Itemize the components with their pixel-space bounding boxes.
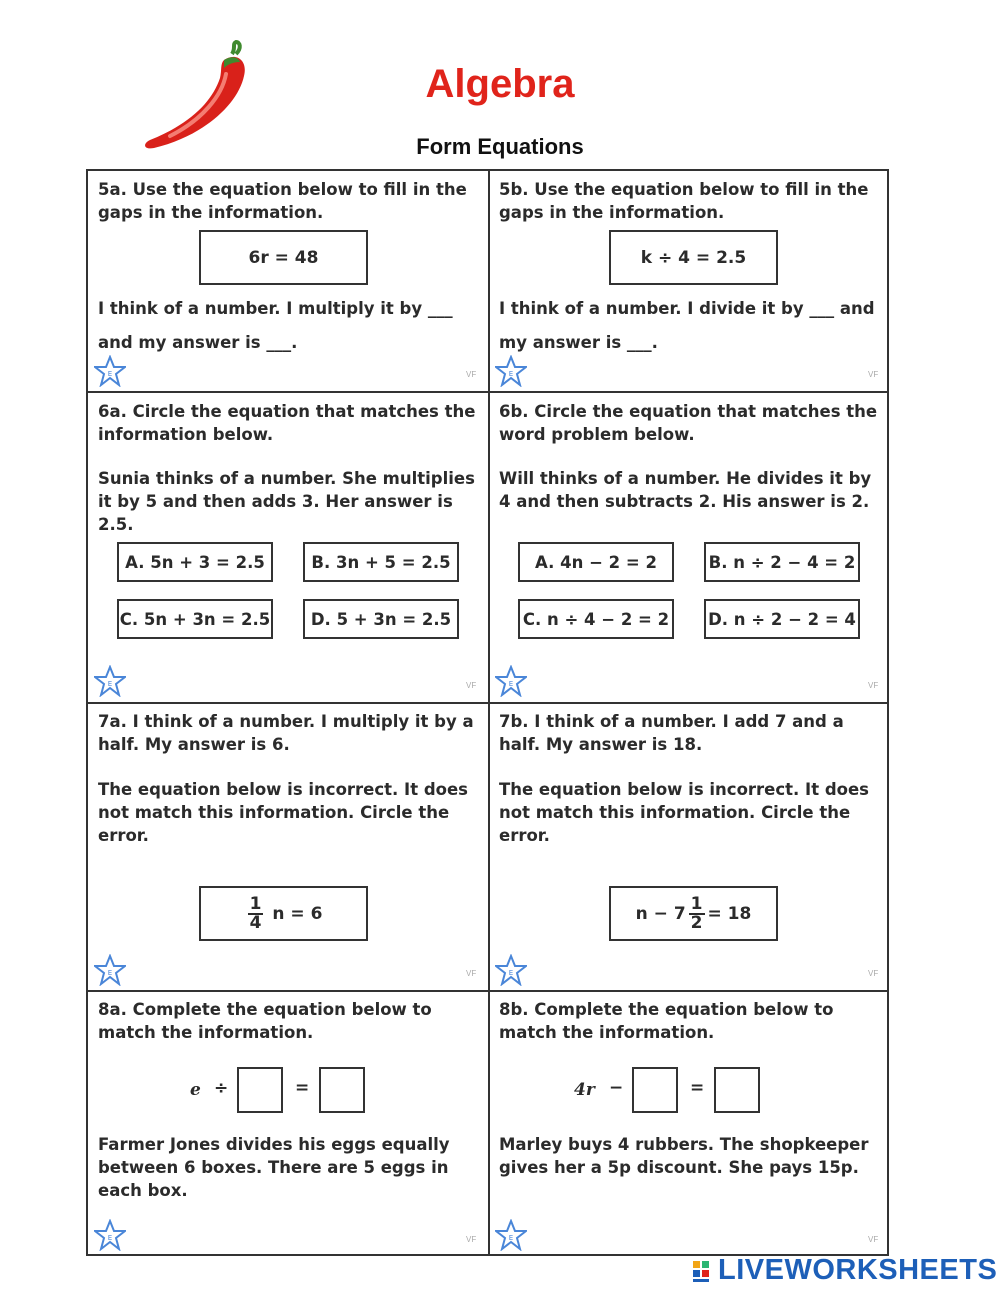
q7a-equation-rest: n = 6 — [272, 903, 323, 924]
svg-text:E: E — [107, 1234, 113, 1242]
q7b-equation-box[interactable] — [609, 886, 778, 941]
worksheet-grid — [86, 169, 889, 1256]
vf-mark: VF — [466, 681, 477, 690]
grid-divider-vertical — [488, 171, 490, 1254]
liveworksheets-logo-icon — [692, 1258, 718, 1284]
q7b-equation-left: n − 7 — [635, 903, 686, 924]
q8b-answer-box-2[interactable] — [714, 1067, 760, 1113]
vf-mark: VF — [466, 1235, 477, 1244]
star-badge-icon — [94, 954, 126, 986]
grid-divider — [88, 391, 887, 393]
q7b-instruction: The equation below is incorrect. It does not match this information. Circle the error. — [499, 780, 869, 845]
q5b-text-line1: I think of a number. I divide it by ___ and — [499, 299, 875, 318]
q6a-option-b[interactable]: B. 3n + 5 = 2.5 — [303, 542, 459, 582]
star-badge-icon — [495, 954, 527, 986]
q7b-fraction — [689, 893, 705, 933]
vf-mark: VF — [868, 681, 879, 690]
grid-divider — [88, 990, 887, 992]
vf-mark: VF — [868, 1235, 879, 1244]
q6a-option-a[interactable]: A. 5n + 3 = 2.5 — [117, 542, 273, 582]
vf-mark: VF — [868, 969, 879, 978]
q6b-option-c[interactable]: C. n ÷ 4 − 2 = 2 — [518, 599, 674, 639]
grid-divider — [88, 702, 887, 704]
page-subtitle: Form Equations — [416, 134, 584, 159]
q8b-prompt: 8b. Complete the equation below to match the information. — [499, 1000, 834, 1042]
q6b-option-b[interactable]: B. n ÷ 2 − 4 = 2 — [704, 542, 860, 582]
q8b-equation-equals: = — [690, 1078, 705, 1098]
q7a-fraction-numerator: 1 — [249, 893, 262, 914]
chilli-pepper-icon — [140, 40, 255, 152]
q8a-answer-box-2[interactable] — [319, 1067, 365, 1113]
q7b-prompt: 7b. I think of a number. I add 7 and a half. My answer is 18. — [499, 712, 844, 754]
q5b-text-line2: my answer is ___. — [499, 333, 658, 352]
q7b-equation-rest: = 18 — [707, 903, 752, 924]
svg-text:E: E — [508, 370, 514, 378]
q7b-fraction-denominator: 2 — [690, 912, 703, 933]
vf-mark: VF — [466, 969, 477, 978]
q8a-answer-box-1[interactable] — [237, 1067, 283, 1113]
liveworksheets-logo-text: LIVEWORKSHEETS — [718, 1254, 998, 1286]
q7a-equation-box[interactable] — [199, 886, 368, 941]
q5b-prompt: 5b. Use the equation below to fill in the gaps in the information. — [499, 180, 869, 222]
q8a-equation-variable: e — [190, 1080, 201, 1100]
q6b-story: Will thinks of a number. He divides it by 4 and then subtracts 2. His answer is 2. — [499, 469, 872, 511]
q7a-prompt: 7a. I think of a number. I multiply it by a half. My answer is 6. — [98, 712, 474, 754]
q6b-prompt: 6b. Circle the equation that matches the word problem below. — [499, 402, 878, 444]
star-badge-icon — [495, 355, 527, 387]
q7a-instruction: The equation below is incorrect. It does not match this information. Circle the error. — [98, 780, 468, 845]
q8b-answer-box-1[interactable] — [632, 1067, 678, 1113]
svg-text:E: E — [508, 680, 514, 688]
q6b-option-a[interactable]: A. 4n − 2 = 2 — [518, 542, 674, 582]
q6a-option-c[interactable]: C. 5n + 3n = 2.5 — [117, 599, 273, 639]
q7b-fraction-numerator: 1 — [690, 893, 703, 914]
q8b-equation-operator: − — [609, 1078, 624, 1098]
svg-text:E: E — [107, 370, 113, 378]
q6a-story: Sunia thinks of a number. She multiplies it by 5 and then adds 3. Her answer is 2.5. — [98, 469, 475, 534]
vf-mark: VF — [868, 370, 879, 379]
q7a-fraction — [248, 893, 264, 933]
q5a-equation-box — [199, 230, 368, 285]
star-badge-icon — [94, 1219, 126, 1251]
q8b-equation-variable: 4r — [574, 1080, 595, 1100]
q5a-equation: 6r = 48 — [248, 247, 319, 268]
q8a-equation-equals: = — [295, 1078, 310, 1098]
q6a-prompt: 6a. Circle the equation that matches the information below. — [98, 402, 476, 444]
svg-text:E: E — [508, 1234, 514, 1242]
q6b-option-d[interactable]: D. n ÷ 2 − 2 = 4 — [704, 599, 860, 639]
q8a-story: Farmer Jones divides his eggs equally between 6 boxes. There are 5 eggs in each box. — [98, 1135, 450, 1200]
q8a-prompt: 8a. Complete the equation below to match the information. — [98, 1000, 432, 1042]
page-title: Algebra — [425, 62, 575, 106]
liveworksheets-logo[interactable] — [692, 1254, 997, 1287]
q5b-equation: k ÷ 4 = 2.5 — [640, 247, 747, 268]
star-badge-icon — [94, 355, 126, 387]
svg-text:E: E — [107, 680, 113, 688]
q5b-equation-box — [609, 230, 778, 285]
q7a-fraction-denominator: 4 — [249, 912, 262, 933]
q6a-option-d[interactable]: D. 5 + 3n = 2.5 — [303, 599, 459, 639]
q8b-story: Marley buys 4 rubbers. The shopkeeper gives her a 5p discount. She pays 15p. — [499, 1135, 869, 1177]
vf-mark: VF — [466, 370, 477, 379]
svg-text:E: E — [107, 969, 113, 977]
q8a-equation-operator: ÷ — [214, 1078, 229, 1098]
svg-text:E: E — [508, 969, 514, 977]
star-badge-icon — [94, 665, 126, 697]
q5a-prompt: 5a. Use the equation below to fill in the gaps in the information. — [98, 180, 467, 222]
star-badge-icon — [495, 1219, 527, 1251]
q5a-text-line2: and my answer is ___. — [98, 333, 298, 352]
q5a-text-line1: I think of a number. I multiply it by ___ — [98, 299, 453, 318]
star-badge-icon — [495, 665, 527, 697]
